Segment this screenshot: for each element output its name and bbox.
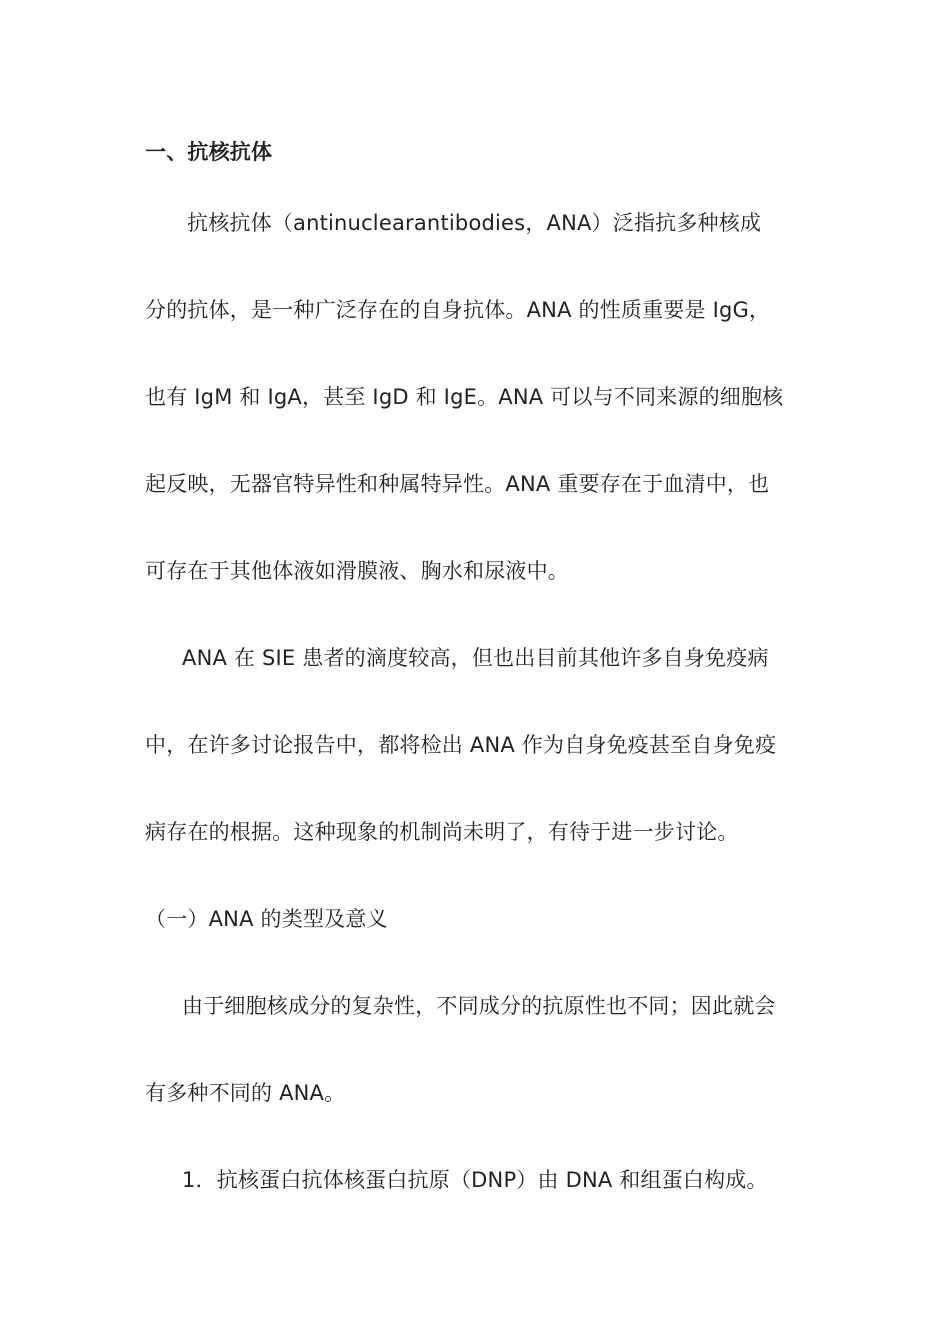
paragraph-2-line-1: ANA 在 SIE 患者的滴度较高，但也出目前其他许多自身免疫病 — [182, 646, 769, 670]
paragraph-3-line-2: 有多种不同的 ANA。 — [145, 1081, 346, 1105]
subheading: （一）ANA 的类型及意义 — [145, 907, 388, 931]
paragraph-1-line-1: 抗核抗体（antinuclearantibodies，ANA）泛指抗多种核成 — [187, 211, 762, 235]
paragraph-2-line-2: 中，在许多讨论报告中，都将检出 ANA 作为自身免疫甚至自身免疫 — [145, 733, 777, 757]
paragraph-1-line-2: 分的抗体，是一种广泛存在的自身抗体。ANA 的性质重要是 IgG， — [145, 298, 771, 322]
list-item-1: 1．抗核蛋白抗体核蛋白抗原（DNP）由 DNA 和组蛋白构成。 — [182, 1168, 768, 1192]
paragraph-3-line-1: 由于细胞核成分的复杂性，不同成分的抗原性也不同；因此就会 — [182, 994, 776, 1018]
paragraph-1-line-4: 起反映，无器官特异性和种属特异性。ANA 重要存在于血清中，也 — [145, 472, 770, 496]
paragraph-1-line-3: 也有 IgM 和 IgA，甚至 IgD 和 IgE。ANA 可以与不同来源的细胞核 — [145, 385, 784, 409]
paragraph-1-line-5: 可存在于其他体液如滑膜液、胸水和尿液中。 — [145, 559, 569, 583]
paragraph-2-line-3: 病存在的根据。这种现象的机制尚未明了，有待于进一步讨论。 — [145, 820, 739, 844]
section-heading: 一、抗核抗体 — [145, 140, 273, 164]
